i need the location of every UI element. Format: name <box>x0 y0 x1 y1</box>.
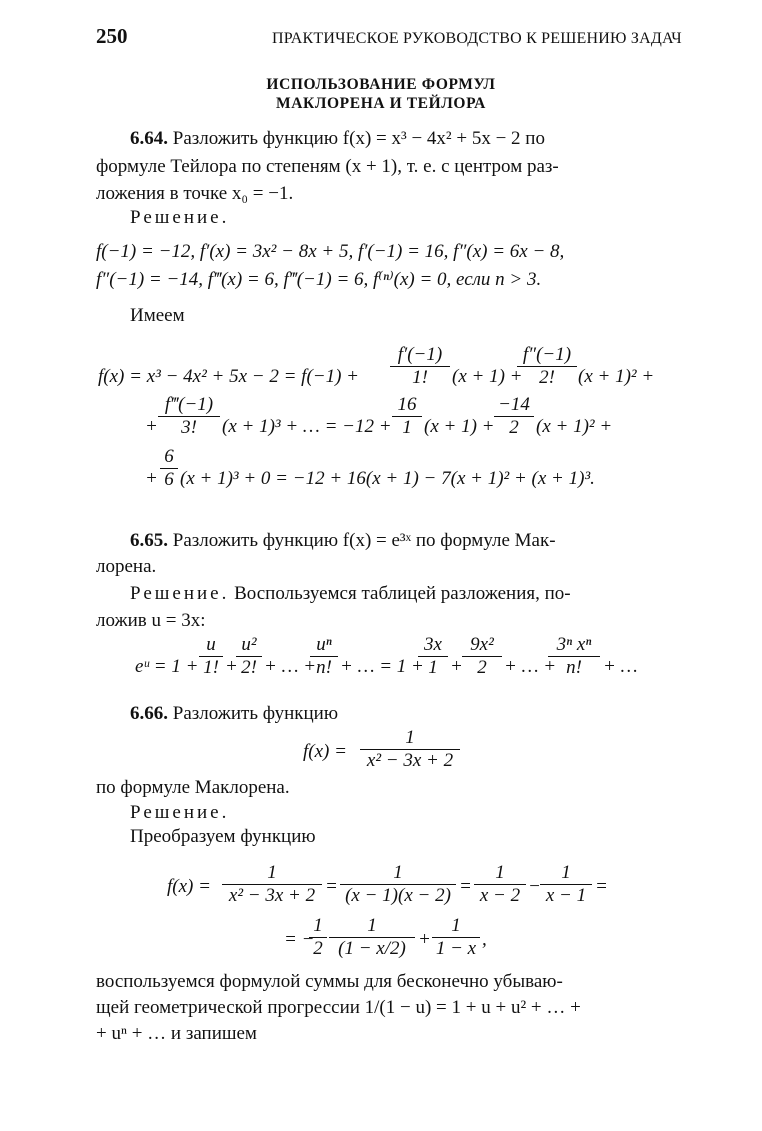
problem-665-line1 <box>130 530 556 552</box>
fraction-denominator: x − 1 <box>540 884 592 907</box>
eq664-2-mid: (x + 1)³ + … = −12 + <box>222 416 392 437</box>
fraction-denominator: 1 <box>418 656 448 679</box>
eq666-2-left: = − <box>284 929 315 950</box>
eq665-end: + … <box>603 656 638 677</box>
eq666-fraction <box>360 727 460 772</box>
fraction-numerator: 6 <box>164 446 174 467</box>
fraction-denominator: 1 − x <box>432 937 480 960</box>
eq665-fraction6 <box>548 634 600 679</box>
eq666-1-fraction3 <box>474 862 526 907</box>
fraction-denominator: x² − 3x + 2 <box>222 884 322 907</box>
eq666-2-comma: , <box>482 929 487 950</box>
problem-665-text3: Воспользуемся таблицей разложения, по- <box>234 583 571 604</box>
eq666-1-equals1: = <box>325 876 338 897</box>
problem-666-text1: Разложить функцию <box>172 703 339 724</box>
fraction-numerator: 1 <box>561 862 571 883</box>
section-title-line1: ИСПОЛЬЗОВАНИЕ ФОРМУЛ <box>266 76 496 93</box>
fraction-denominator: n! <box>548 656 600 679</box>
fraction-numerator: 1 <box>367 915 377 936</box>
eq664-1-mid: (x + 1) + <box>452 366 523 387</box>
fraction-numerator: −14 <box>498 394 530 415</box>
fraction-numerator: 1 <box>495 862 505 883</box>
fraction-numerator: u <box>206 634 216 655</box>
fraction-denominator: 2 <box>494 416 534 439</box>
fraction-numerator: 1 <box>267 862 277 883</box>
problem-664-number: 6.64. <box>130 128 168 149</box>
fraction-numerator: 1 <box>451 915 461 936</box>
eq665-fraction4 <box>418 634 448 679</box>
problem-666-line3: Преобразуем функцию <box>130 826 316 847</box>
fraction-denominator: 6 <box>160 468 178 491</box>
problem-664-derivatives-line2: f″(−1) = −14, f‴(x) = 6, f‴(−1) = 6, f⁽ⁿ⁾(x) = 0, если n > 3. <box>96 269 542 290</box>
eq665-plus2: + <box>450 656 463 677</box>
eq666-1-left: f(x) = <box>167 876 211 897</box>
eq664-2-fraction5 <box>494 394 534 439</box>
problem-665-text1: Разложить функцию f(x) = e³ˣ по формуле Мак- <box>172 530 556 551</box>
problem-665-number: 6.65. <box>130 530 168 551</box>
eq664-2-end: (x + 1)² + <box>536 416 613 437</box>
problem-664-text1: Разложить функцию f(x) = x³ − 4x² + 5x − 2 по <box>172 128 545 149</box>
eq665-dots2: + … + <box>504 656 557 677</box>
problem-666-line6: + uⁿ + … и запишем <box>96 1023 257 1044</box>
eq665-left: eᵘ = 1 + <box>135 656 199 677</box>
fraction-denominator: 1! <box>390 366 450 389</box>
eq666-1-equals3: = <box>595 876 608 897</box>
fraction-numerator: 1 <box>405 727 415 748</box>
running-title: ПРАКТИЧЕСКОЕ РУКОВОДСТВО К РЕШЕНИЮ ЗАДАЧ <box>272 30 682 47</box>
eq664-1-fraction2 <box>517 344 577 389</box>
section-title-line2: МАКЛОРЕНА И ТЕЙЛОРА <box>276 95 486 112</box>
eq664-1-fraction1 <box>390 344 450 389</box>
eq666-2-plus: + <box>418 929 431 950</box>
problem-665-line3 <box>130 583 571 605</box>
fraction-denominator: x − 2 <box>474 884 526 907</box>
eq665-fraction3 <box>310 634 338 679</box>
fraction-numerator: f‴(−1) <box>164 394 214 415</box>
fraction-denominator: x² − 3x + 2 <box>360 749 460 772</box>
eq666-2-fraction2 <box>329 915 415 960</box>
fraction-numerator: u² <box>241 634 257 655</box>
problem-664-line2: формуле Тейлора по степеням (x + 1), т. е. с центром раз- <box>96 156 559 177</box>
fraction-denominator: 2! <box>517 366 577 389</box>
eq666-1-minus: − <box>528 876 541 897</box>
eq666-left: f(x) = <box>303 741 347 762</box>
eq666-1-fraction4 <box>540 862 592 907</box>
problem-666-line5: щей геометрической прогрессии 1/(1 − u) = 1 + u + u² + … + <box>96 997 581 1018</box>
page-number: 250 <box>96 24 128 48</box>
eq666-1-fraction1 <box>222 862 322 907</box>
fraction-numerator: 3x <box>424 634 442 655</box>
fraction-denominator: 2! <box>236 656 262 679</box>
eq665-dots1: + … + <box>264 656 317 677</box>
fraction-denominator: 3! <box>158 416 220 439</box>
fraction-numerator: 1 <box>393 862 403 883</box>
eq664-2-fraction4 <box>392 394 422 439</box>
eq666-1-equals2: = <box>459 876 472 897</box>
fraction-numerator: 16 <box>397 394 417 415</box>
fraction-denominator: (x − 1)(x − 2) <box>340 884 456 907</box>
fraction-numerator: f″(−1) <box>522 344 572 365</box>
problem-665-solution-label: Решение. <box>130 583 230 604</box>
eq664-3-fraction6 <box>160 446 178 491</box>
eq665-plus1: + <box>225 656 238 677</box>
problem-664-line3: ложения в точке x₀ = −1. <box>96 183 294 204</box>
problem-665-line4: ложив u = 3x: <box>96 610 206 631</box>
fraction-denominator: 1! <box>199 656 223 679</box>
fraction-numerator: 9x² <box>470 634 494 655</box>
eq665-fraction5 <box>462 634 502 679</box>
problem-666-solution-label: Решение. <box>130 802 230 823</box>
eq664-3-rest: (x + 1)³ + 0 = −12 + 16(x + 1) − 7(x + 1)² + (x + 1)³. <box>180 468 595 489</box>
eq664-3-plus: + <box>145 468 158 489</box>
eq666-1-fraction2 <box>340 862 456 907</box>
eq666-2-fraction3 <box>432 915 480 960</box>
problem-666-line4: воспользуемся формулой суммы для бесконечно убываю- <box>96 971 563 992</box>
problem-666-number: 6.66. <box>130 703 168 724</box>
fraction-denominator: (1 − x/2) <box>329 937 415 960</box>
problem-664-derivatives-line1: f(−1) = −12, f′(x) = 3x² − 8x + 5, f′(−1) = 16, f″(x) = 6x − 8, <box>96 241 565 262</box>
eq664-1-left: f(x) = x³ − 4x² + 5x − 2 = f(−1) + <box>98 366 359 387</box>
eq664-1-end: (x + 1)² + <box>578 366 655 387</box>
fraction-denominator: 1 <box>392 416 422 439</box>
problem-666-line2: по формуле Маклорена. <box>96 777 290 798</box>
fraction-numerator: 3ⁿ xⁿ <box>556 634 592 655</box>
eq664-2-fraction3 <box>158 394 220 439</box>
fraction-numerator: 1 <box>313 915 323 936</box>
problem-664-have: Имеем <box>130 305 185 326</box>
eq665-fraction1 <box>199 634 223 679</box>
fraction-denominator: 2 <box>462 656 502 679</box>
eq664-2-plus: + <box>145 416 158 437</box>
eq665-mid: + … = 1 + <box>340 656 424 677</box>
problem-664-solution-label: Решение. <box>130 207 230 228</box>
problem-664-line1 <box>130 128 545 150</box>
fraction-numerator: uⁿ <box>316 634 332 655</box>
problem-665-line2: лорена. <box>96 556 157 577</box>
eq664-2-mid2: (x + 1) + <box>424 416 495 437</box>
fraction-denominator: 2 <box>309 937 327 960</box>
eq666-2-fraction1 <box>309 915 327 960</box>
fraction-numerator: f′(−1) <box>397 344 443 365</box>
problem-666-line1 <box>130 703 338 725</box>
fraction-denominator: n! <box>310 656 338 679</box>
eq665-fraction2 <box>236 634 262 679</box>
